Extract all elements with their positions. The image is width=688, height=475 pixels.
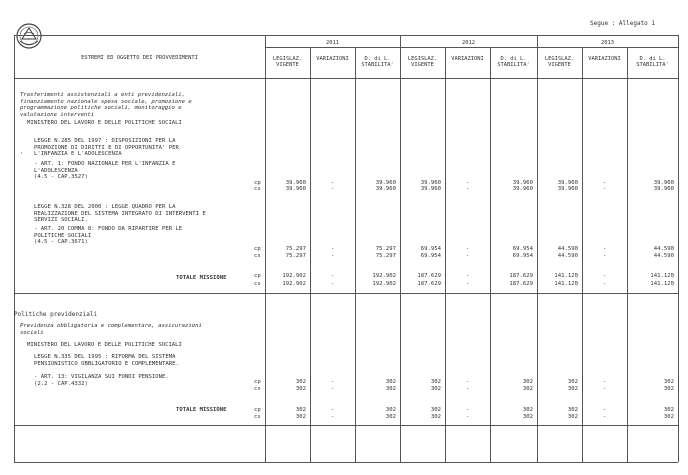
table-cell: -	[602, 253, 607, 259]
section-title-trasferimenti: Trasferimenti assistenziali a enti previdenziali, finanziamento nazionale spesa sociale, promozione e programmazione politiche sociali, monitoraggio e valutazione interventi	[20, 92, 192, 118]
table-cell: 302	[295, 407, 306, 413]
table-cell: 302	[567, 386, 578, 392]
table-cell: -	[330, 180, 335, 186]
table-cell: 302	[663, 379, 674, 385]
row-type-cp: cp	[254, 180, 261, 186]
section-divider	[14, 293, 678, 294]
table-cell: -	[602, 281, 607, 287]
table-cell: 302	[663, 386, 674, 392]
table-cell: -	[602, 407, 607, 413]
table-cell: -	[465, 281, 470, 287]
table-cell: -	[602, 180, 607, 186]
table-top-border	[14, 35, 678, 36]
row-type-cs: cs	[254, 186, 261, 192]
margin-mark: '	[20, 152, 24, 158]
table-cell: -	[330, 281, 335, 287]
table-cell: -	[602, 386, 607, 392]
table-cell: 302	[522, 407, 533, 413]
table-cell: 302	[567, 407, 578, 413]
column-header: D. di L. STABILITA'	[636, 56, 669, 69]
table-cell: 69.954	[420, 246, 441, 252]
header-bottom-border	[14, 78, 678, 79]
section-divider	[14, 425, 678, 426]
ministry-label: MINISTERO DEL LAVORO E DELLE POLITICHE SOCIALI	[27, 342, 182, 348]
table-cell: 75.297	[285, 253, 306, 259]
table-cell: -	[465, 186, 470, 192]
table-cell: 192.902	[372, 273, 396, 279]
table-cell: 39.960	[420, 180, 441, 186]
table-bottom-border	[14, 462, 678, 463]
table-cell: 187.629	[509, 281, 533, 287]
table-cell: -	[330, 253, 335, 259]
row-type-cp: cp	[254, 273, 261, 279]
column-header: VARIAZIONI	[588, 56, 621, 62]
year-2013: 2013	[601, 40, 614, 46]
table-cell: -	[602, 414, 607, 420]
row-type-cs: cs	[254, 414, 261, 420]
table-cell: 302	[430, 414, 441, 420]
republic-emblem-icon	[14, 22, 44, 50]
table-cell: 44.590	[653, 253, 674, 259]
table-cell: -	[330, 414, 335, 420]
table-cell: 141.120	[650, 281, 674, 287]
table-left-border	[14, 35, 15, 462]
table-cell: 39.960	[285, 180, 306, 186]
table-cell: 302	[385, 407, 396, 413]
table-cell: -	[330, 246, 335, 252]
table-cell: 302	[522, 379, 533, 385]
table-cell: 141.120	[554, 281, 578, 287]
art-1-fondo-infanzia: - ART. 1: FONDO NAZIONALE PER L'INFANZIA E L'ADOLESCENZA (4.5 - CAP.3527)	[34, 161, 176, 181]
table-cell: 69.954	[420, 253, 441, 259]
table-cell: -	[465, 273, 470, 279]
law-335-1995: LEGGE N.335 DEL 1995 : RIFORMA DEL SISTEMA PENSIONISTICO OBBLIGATORIO E COMPLEMENTARE.	[34, 354, 179, 367]
table-cell: -	[330, 273, 335, 279]
main-header: ESTREMI ED OGGETTO DEI PROVVEDIMENTI	[81, 55, 198, 61]
table-right-border	[678, 35, 679, 462]
table-cell: 69.954	[512, 253, 533, 259]
column-header: VARIAZIONI	[316, 56, 349, 62]
table-cell: 302	[430, 379, 441, 385]
table-cell: 39.960	[512, 186, 533, 192]
continuation-label: Segue : Allegato 1	[590, 20, 656, 27]
table-cell: 141.120	[650, 273, 674, 279]
table-cell: 302	[385, 379, 396, 385]
art-20-fondo-politiche: - ART. 20 COMMA 8: FONDO DA RIPARTIRE PER LE POLITICHE SOCIALI (4.5 - CAP.3671)	[34, 226, 183, 246]
table-cell: -	[330, 186, 335, 192]
table-cell: 39.960	[512, 180, 533, 186]
column-header: D. di L. STABILITA'	[361, 56, 394, 69]
art-13-vigilanza: - ART. 13: VIGILANZA SUI FONDI PENSIONE. (2.2 - CAP.4332)	[34, 374, 169, 387]
table-cell: 187.629	[417, 281, 441, 287]
table-cell: 302	[430, 386, 441, 392]
section-sub-previdenza: Previdenza obbligatoria e complementare, assicurazioni sociali	[20, 323, 202, 336]
table-cell: 39.960	[375, 180, 396, 186]
table-cell: -	[602, 186, 607, 192]
table-cell: 187.629	[509, 273, 533, 279]
table-cell: -	[465, 379, 470, 385]
table-cell: 75.297	[375, 253, 396, 259]
table-cell: 302	[385, 414, 396, 420]
table-cell: 192.902	[372, 281, 396, 287]
table-cell: 302	[295, 414, 306, 420]
ministry-label: MINISTERO DEL LAVORO E DELLE POLITICHE SOCIALI	[27, 120, 182, 126]
table-cell: -	[465, 407, 470, 413]
table-cell: 39.960	[653, 186, 674, 192]
table-cell: 192.902	[282, 281, 306, 287]
year-row-divider	[265, 47, 678, 48]
table-cell: -	[330, 386, 335, 392]
table-cell: 39.960	[420, 186, 441, 192]
row-type-cs: cs	[254, 386, 261, 392]
table-cell: 44.590	[653, 246, 674, 252]
table-cell: 39.960	[285, 186, 306, 192]
table-cell: -	[330, 379, 335, 385]
table-cell: 302	[295, 386, 306, 392]
table-cell: 44.590	[557, 253, 578, 259]
table-cell: 39.960	[557, 186, 578, 192]
total-missione-label: TOTALE MISSIONE	[176, 407, 227, 413]
table-cell: -	[602, 273, 607, 279]
table-cell: 44.590	[557, 246, 578, 252]
table-cell: -	[330, 407, 335, 413]
column-header: LEGISLAZ. VIGENTE	[407, 56, 438, 69]
column-header: LEGISLAZ. VIGENTE	[272, 56, 303, 69]
table-cell: 187.629	[417, 273, 441, 279]
table-cell: 302	[430, 407, 441, 413]
table-cell: 141.120	[554, 273, 578, 279]
column-header: VARIAZIONI	[451, 56, 484, 62]
table-cell: 39.960	[375, 186, 396, 192]
table-cell: 39.960	[557, 180, 578, 186]
law-285-1997: LEGGE N.285 DEL 1997 : DISPOSIZIONI PER LA PROMOZIONE DI DIRITTI E DI OPPORTUNITA' PER L'INFANZIA E L'ADOLESCENZA	[34, 138, 179, 158]
table-cell: 302	[295, 379, 306, 385]
table-cell: -	[465, 386, 470, 392]
column-header: D. di L. STABILITA'	[497, 56, 530, 69]
table-cell: 75.297	[375, 246, 396, 252]
table-cell: 302	[567, 379, 578, 385]
table-cell: -	[465, 253, 470, 259]
row-type-cp: cp	[254, 407, 261, 413]
year-2011: 2011	[326, 40, 339, 46]
table-cell: -	[465, 246, 470, 252]
table-cell: 39.960	[653, 180, 674, 186]
table-cell: 192.902	[282, 273, 306, 279]
column-header: LEGISLAZ. VIGENTE	[544, 56, 575, 69]
table-cell: -	[465, 180, 470, 186]
table-cell: 302	[522, 386, 533, 392]
table-cell: 302	[663, 407, 674, 413]
law-328-2000: LEGGE N.328 DEL 2000 : LEGGE QUADRO PER LA REALIZZAZIONE DEL SISTEMA INTEGRATO DI INTERVENTI E SERVIZI SOCIALI.	[34, 204, 206, 224]
row-type-cs: cs	[254, 253, 261, 259]
table-cell: 302	[522, 414, 533, 420]
table-cell: 302	[663, 414, 674, 420]
row-type-cp: cp	[254, 246, 261, 252]
total-missione-label: TOTALE MISSIONE	[176, 275, 227, 281]
table-cell: 75.297	[285, 246, 306, 252]
year-2012: 2012	[462, 40, 475, 46]
row-type-cp: cp	[254, 379, 261, 385]
table-cell: 302	[567, 414, 578, 420]
table-cell: 69.954	[512, 246, 533, 252]
row-type-cs: cs	[254, 281, 261, 287]
section-title-previdenziali: Politiche previdenziali	[14, 311, 98, 318]
table-cell: -	[602, 379, 607, 385]
table-cell: -	[602, 246, 607, 252]
table-cell: 302	[385, 386, 396, 392]
table-cell: -	[465, 414, 470, 420]
